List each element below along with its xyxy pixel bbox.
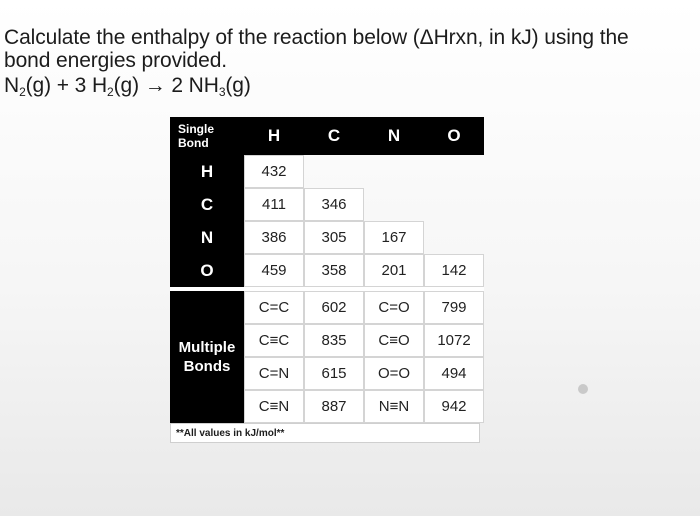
multiple-bonds-label: [170, 291, 244, 423]
eq-subscript: 2: [19, 85, 26, 99]
bond-type-cell: C≡C: [244, 324, 304, 357]
single-bond-label-line: Bond: [178, 136, 209, 150]
bond-energy-cell: 942: [424, 390, 484, 423]
row-header-h: H: [170, 155, 244, 188]
question-line-2: bond energies provided.: [4, 49, 228, 72]
reaction-equation: [4, 74, 694, 97]
question-line-1: Calculate the enthalpy of the reaction below (ΔHrxn, in kJ) using the: [4, 26, 629, 49]
multiple-bonds-label-line: Multiple: [178, 339, 236, 356]
bond-energy-cell: 411: [244, 188, 304, 221]
bond-energy-cell: 201: [364, 254, 424, 287]
bond-energy-cell: 167: [364, 221, 424, 254]
multiple-bonds-label-line: Bonds: [183, 358, 231, 375]
bond-energy-cell: 346: [304, 188, 364, 221]
bond-energy-cell: 1072: [424, 324, 484, 357]
single-bond-label-line: Single: [178, 122, 215, 136]
bond-energy-cell: 494: [424, 357, 484, 390]
eq-part: (g) → 2 NH: [113, 74, 219, 97]
eq-subscript: 2: [107, 85, 114, 99]
bond-energy-cell: 358: [304, 254, 364, 287]
bond-energy-cell: 835: [304, 324, 364, 357]
bond-energy-cell: 887: [304, 390, 364, 423]
column-header-n: N: [364, 117, 424, 155]
bond-type-cell: C≡N: [244, 390, 304, 423]
bond-energy-cell: 142: [424, 254, 484, 287]
single-bond-label: [170, 117, 244, 155]
bond-type-cell: N≡N: [364, 390, 424, 423]
bond-type-cell: O=O: [364, 357, 424, 390]
bond-type-cell: C=C: [244, 291, 304, 324]
bond-energy-cell: 305: [304, 221, 364, 254]
eq-part: (g) + 3 H: [25, 74, 108, 97]
bond-type-cell: C≡O: [364, 324, 424, 357]
bond-type-cell: C=N: [244, 357, 304, 390]
bond-energy-cell: 432: [244, 155, 304, 188]
pointer-dot: [578, 384, 588, 394]
units-note: **All values in kJ/mol**: [170, 423, 480, 443]
bond-type-cell: C=O: [364, 291, 424, 324]
row-header-n: N: [170, 221, 244, 254]
eq-part: (g): [225, 74, 251, 97]
column-header-o: O: [424, 117, 484, 155]
column-header-h: H: [244, 117, 304, 155]
row-header-c: C: [170, 188, 244, 221]
eq-part: N: [4, 74, 20, 97]
eq-subscript: 3: [218, 85, 226, 99]
bond-energy-cell: 799: [424, 291, 484, 324]
bond-energy-cell: 615: [304, 357, 364, 390]
bond-energy-cell: 386: [244, 221, 304, 254]
bond-energy-cell: 459: [244, 254, 304, 287]
column-header-c: C: [304, 117, 364, 155]
bond-energy-cell: 602: [304, 291, 364, 324]
question-text: [4, 26, 694, 97]
row-header-o: O: [170, 254, 244, 287]
